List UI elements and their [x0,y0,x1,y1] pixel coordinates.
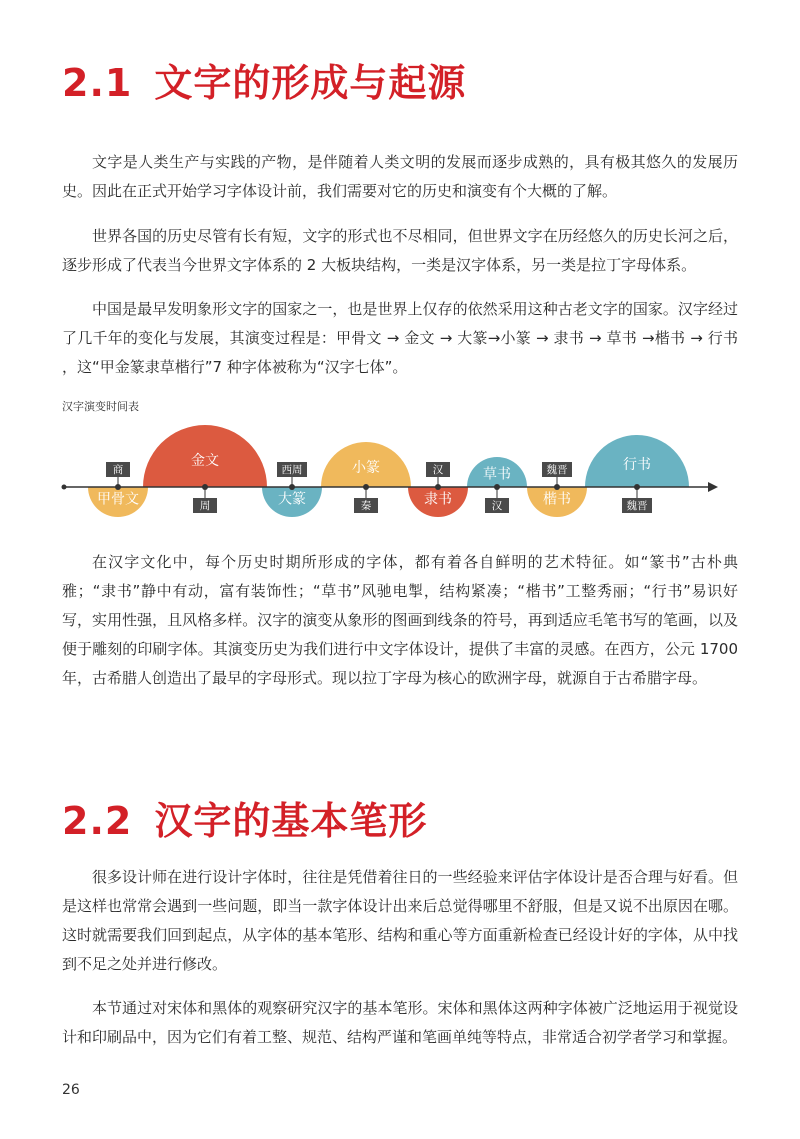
body-paragraph: 很多设计师在进行设计字体时，往往是凭借着往日的一些经验来评估字体设计是否合理与好看。但是这样也常常会遇到一些问题，即当一款字体设计出来后总觉得哪里不舒服，但是又说不出原因在哪。这时就需要我们回到起点，从字体的基本笔形、结构和重心等方面重新检查已经设计好的字体，从中找到不足之处并进行修改。 [62,868,738,973]
script-name-label: 大篆 [278,491,306,508]
timeline-caption: 汉字演变时间表 [62,400,139,413]
era-label: 魏晋 [546,464,568,476]
body-paragraph: 文字是人类生产与实践的产物，是伴随着人类文明的发展而逐步成熟的，具有极其悠久的发展历史。因此在正式开始学习字体设计前，我们需要对它的历史和演变有个大概的了解。 [62,153,738,200]
script-name-label: 甲骨文 [97,491,139,508]
era-label: 汉 [432,464,444,476]
section-heading [62,52,466,107]
era-label: 周 [199,500,211,512]
script-name-label: 隶书 [424,491,452,508]
era-label: 汉 [491,500,503,512]
era-label: 魏晋 [626,500,648,512]
era-label: 商 [112,464,124,476]
era-label: 秦 [360,500,372,512]
section-heading [62,790,427,845]
script-name-label: 草书 [483,466,511,483]
script-name-label: 金文 [191,452,219,469]
section-number: 2.1 [62,61,133,105]
script-name-label: 楷书 [543,491,571,508]
body-paragraph: 世界各国的历史尽管有长有短，文字的形式也不尽相同，但世界文字在历经悠久的历史长河之后，逐步形成了代表当今世界文字体系的 2 大板块结构，一类是汉字体系，另一类是拉丁字母体系。 [62,227,738,274]
script-evolution-timeline [0,420,800,532]
axis-arrow-icon [708,482,718,492]
script-name-label: 小篆 [352,460,380,477]
section-title: 文字的形成与起源 [154,61,467,105]
body-paragraph: 在汉字文化中，每个历史时期所形成的字体，都有着各自鲜明的艺术特征。如“篆书”古朴典雅；“隶书”静中有动，富有装饰性；“草书”风驰电掣，结构紧凑；“楷书”工整秀丽；“行书”易识好写，实用性强，且风格多样。汉字的演变从象形的图画到线条的符号，再到适应毛笔书写的笔画，以及便于雕刻的印刷字体。其演变历史为我们进行中文字体设计，提供了丰富的灵感。在西方，公元 1700 年，古希腊人创造出了最早的字母形式。现以拉丁字母为核心的欧洲字母，就源自于古希腊字母。 [62,553,738,687]
script-name-label: 行书 [623,457,651,474]
section-title: 汉字的基本笔形 [154,799,428,843]
body-paragraph: 中国是最早发明象形文字的国家之一，也是世界上仅存的依然采用这种古老文字的国家。汉字经过了几千年的变化与发展，其演变过程是：甲骨文 → 金文 → 大篆→小篆 → 隶书 → 草书 →楷书 → 行书 ，这“甲金篆隶草楷行”7 种字体被称为“汉字七体”。 [62,300,738,376]
body-paragraph: 本节通过对宋体和黑体的观察研究汉字的基本笔形。宋体和黑体这两种字体被广泛地运用于视觉设计和印刷品中，因为它们有着工整、规范、结构严谨和笔画单纯等特点，非常适合初学者学习和掌握。 [62,999,738,1046]
era-label: 西周 [281,464,303,476]
section-number: 2.2 [62,799,133,843]
axis-start-dot [62,485,67,490]
page-number: 26 [62,1082,80,1098]
